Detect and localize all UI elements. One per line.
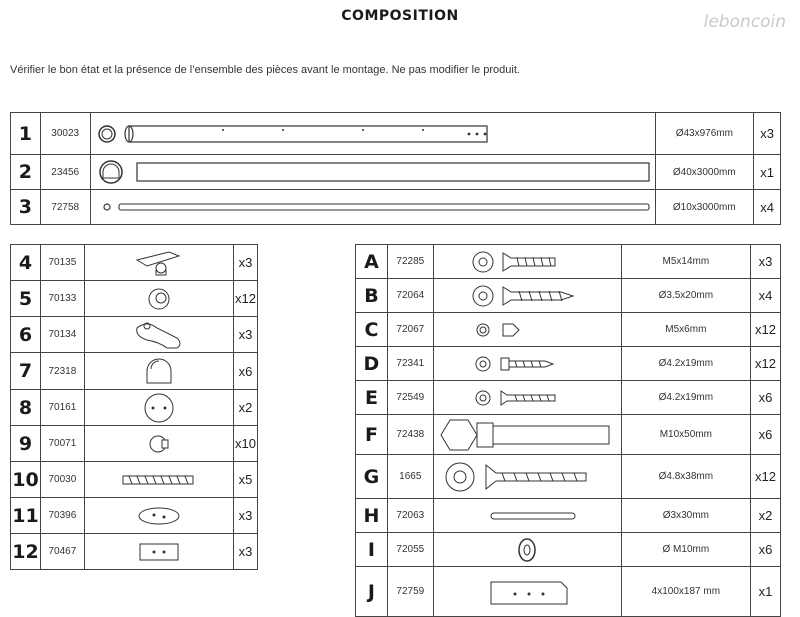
table-row bbox=[356, 381, 781, 415]
pan-screw-icon bbox=[433, 347, 621, 381]
disc-icon bbox=[84, 390, 233, 426]
table-row bbox=[356, 567, 781, 617]
part-dimension: Ø40x3000mm bbox=[655, 155, 754, 190]
part-number: 9 bbox=[11, 426, 41, 462]
part-quantity: x3 bbox=[754, 113, 781, 155]
part-number: 6 bbox=[11, 317, 41, 353]
part-quantity: x3 bbox=[234, 317, 258, 353]
table-row bbox=[356, 455, 781, 499]
support-icon bbox=[84, 317, 233, 353]
washer-icon bbox=[433, 533, 621, 567]
part-number: D bbox=[356, 347, 388, 381]
part-dimension: M5x14mm bbox=[621, 245, 750, 279]
part-number: 8 bbox=[11, 390, 41, 426]
plate-icon bbox=[84, 498, 233, 534]
part-dimension: Ø M10mm bbox=[621, 533, 750, 567]
bracket-icon bbox=[84, 245, 233, 281]
part-quantity: x2 bbox=[234, 390, 258, 426]
part-code: 30023 bbox=[40, 113, 90, 155]
part-quantity: x12 bbox=[751, 313, 781, 347]
part-quantity: x4 bbox=[754, 190, 781, 225]
table-row bbox=[356, 415, 781, 455]
part-quantity: x3 bbox=[234, 534, 258, 570]
part-code: 72318 bbox=[40, 353, 84, 390]
table-row bbox=[11, 113, 781, 155]
part-quantity: x6 bbox=[234, 353, 258, 390]
anchor-screw-icon bbox=[84, 462, 233, 498]
clip-icon bbox=[84, 534, 233, 570]
table-row bbox=[356, 313, 781, 347]
table-row bbox=[11, 426, 258, 462]
intro-text: Vérifier le bon état et la présence de l’ensemble des pièces avant le montage. Ne pas modifier le produit. bbox=[10, 64, 520, 76]
part-code: 70030 bbox=[40, 462, 84, 498]
part-code: 23456 bbox=[40, 155, 90, 190]
part-code: 72759 bbox=[387, 567, 433, 617]
part-number: 10 bbox=[11, 462, 41, 498]
table-row bbox=[356, 347, 781, 381]
part-dimension: M5x6mm bbox=[621, 313, 750, 347]
part-quantity: x3 bbox=[751, 245, 781, 279]
rod-icon bbox=[90, 190, 655, 225]
table-row bbox=[11, 190, 781, 225]
long-parts-table bbox=[10, 112, 781, 225]
part-number: 3 bbox=[11, 190, 41, 225]
table-row bbox=[356, 533, 781, 567]
table-row bbox=[11, 498, 258, 534]
part-dimension: Ø4.2x19mm bbox=[621, 381, 750, 415]
part-dimension: Ø4.8x38mm bbox=[621, 455, 750, 499]
table-row bbox=[11, 155, 781, 190]
part-number: I bbox=[356, 533, 388, 567]
part-quantity: x6 bbox=[751, 533, 781, 567]
part-number: 2 bbox=[11, 155, 41, 190]
part-code: 70467 bbox=[40, 534, 84, 570]
part-quantity: x3 bbox=[234, 245, 258, 281]
grub-screw-icon bbox=[433, 313, 621, 347]
part-quantity: x1 bbox=[751, 567, 781, 617]
part-code: 72438 bbox=[387, 415, 433, 455]
part-quantity: x1 bbox=[754, 155, 781, 190]
part-code: 70396 bbox=[40, 498, 84, 534]
table-row bbox=[11, 462, 258, 498]
screw-icon bbox=[433, 245, 621, 279]
part-dimension: Ø43x976mm bbox=[655, 113, 754, 155]
table-row bbox=[356, 245, 781, 279]
part-code: 70134 bbox=[40, 317, 84, 353]
part-code: 72758 bbox=[40, 190, 90, 225]
part-number: A bbox=[356, 245, 388, 279]
fittings-table bbox=[10, 244, 258, 570]
part-quantity: x12 bbox=[751, 455, 781, 499]
part-code: 72055 bbox=[387, 533, 433, 567]
part-quantity: x12 bbox=[234, 281, 258, 317]
part-number: J bbox=[356, 567, 388, 617]
table-row bbox=[11, 353, 258, 390]
part-quantity: x12 bbox=[751, 347, 781, 381]
part-number: G bbox=[356, 455, 388, 499]
table-row bbox=[11, 534, 258, 570]
part-code: 70161 bbox=[40, 390, 84, 426]
part-number: 5 bbox=[11, 281, 41, 317]
wood-screw-icon bbox=[433, 279, 621, 313]
part-code: 72067 bbox=[387, 313, 433, 347]
part-code: 70135 bbox=[40, 245, 84, 281]
watermark-logo: leboncoin bbox=[703, 12, 786, 32]
part-code: 72063 bbox=[387, 499, 433, 533]
part-quantity: x10 bbox=[234, 426, 258, 462]
part-code: 72549 bbox=[387, 381, 433, 415]
part-code: 72341 bbox=[387, 347, 433, 381]
part-code: 70071 bbox=[40, 426, 84, 462]
rail-icon bbox=[90, 155, 655, 190]
part-number: H bbox=[356, 499, 388, 533]
part-code: 72285 bbox=[387, 245, 433, 279]
part-number: B bbox=[356, 279, 388, 313]
part-quantity: x3 bbox=[234, 498, 258, 534]
cap-icon bbox=[84, 281, 233, 317]
part-number: 11 bbox=[11, 498, 41, 534]
hardware-table bbox=[355, 244, 781, 617]
part-code: 72064 bbox=[387, 279, 433, 313]
part-number: F bbox=[356, 415, 388, 455]
part-dimension: Ø3.5x20mm bbox=[621, 279, 750, 313]
part-number: 7 bbox=[11, 353, 41, 390]
part-number: 4 bbox=[11, 245, 41, 281]
plug-icon bbox=[84, 426, 233, 462]
table-row bbox=[356, 499, 781, 533]
page-title: COMPOSITION bbox=[341, 8, 459, 24]
part-code: 1665 bbox=[387, 455, 433, 499]
part-dimension: Ø10x3000mm bbox=[655, 190, 754, 225]
part-number: 12 bbox=[11, 534, 41, 570]
mount-plate-icon bbox=[433, 567, 621, 617]
part-quantity: x6 bbox=[751, 415, 781, 455]
part-quantity: x4 bbox=[751, 279, 781, 313]
part-dimension: M10x50mm bbox=[621, 415, 750, 455]
part-code: 70133 bbox=[40, 281, 84, 317]
pin-icon bbox=[433, 499, 621, 533]
drill-screw-icon bbox=[433, 381, 621, 415]
table-row bbox=[11, 245, 258, 281]
part-dimension: Ø4.2x19mm bbox=[621, 347, 750, 381]
tube-icon bbox=[90, 113, 655, 155]
dome-cap-icon bbox=[84, 353, 233, 390]
long-screw-icon bbox=[433, 455, 621, 499]
table-row bbox=[11, 390, 258, 426]
part-number: E bbox=[356, 381, 388, 415]
part-quantity: x2 bbox=[751, 499, 781, 533]
table-row bbox=[356, 279, 781, 313]
table-row bbox=[11, 317, 258, 353]
hex-bolt-icon bbox=[433, 415, 621, 455]
part-quantity: x6 bbox=[751, 381, 781, 415]
part-dimension: Ø3x30mm bbox=[621, 499, 750, 533]
part-number: C bbox=[356, 313, 388, 347]
part-dimension: 4x100x187 mm bbox=[621, 567, 750, 617]
part-quantity: x5 bbox=[234, 462, 258, 498]
part-number: 1 bbox=[11, 113, 41, 155]
table-row bbox=[11, 281, 258, 317]
